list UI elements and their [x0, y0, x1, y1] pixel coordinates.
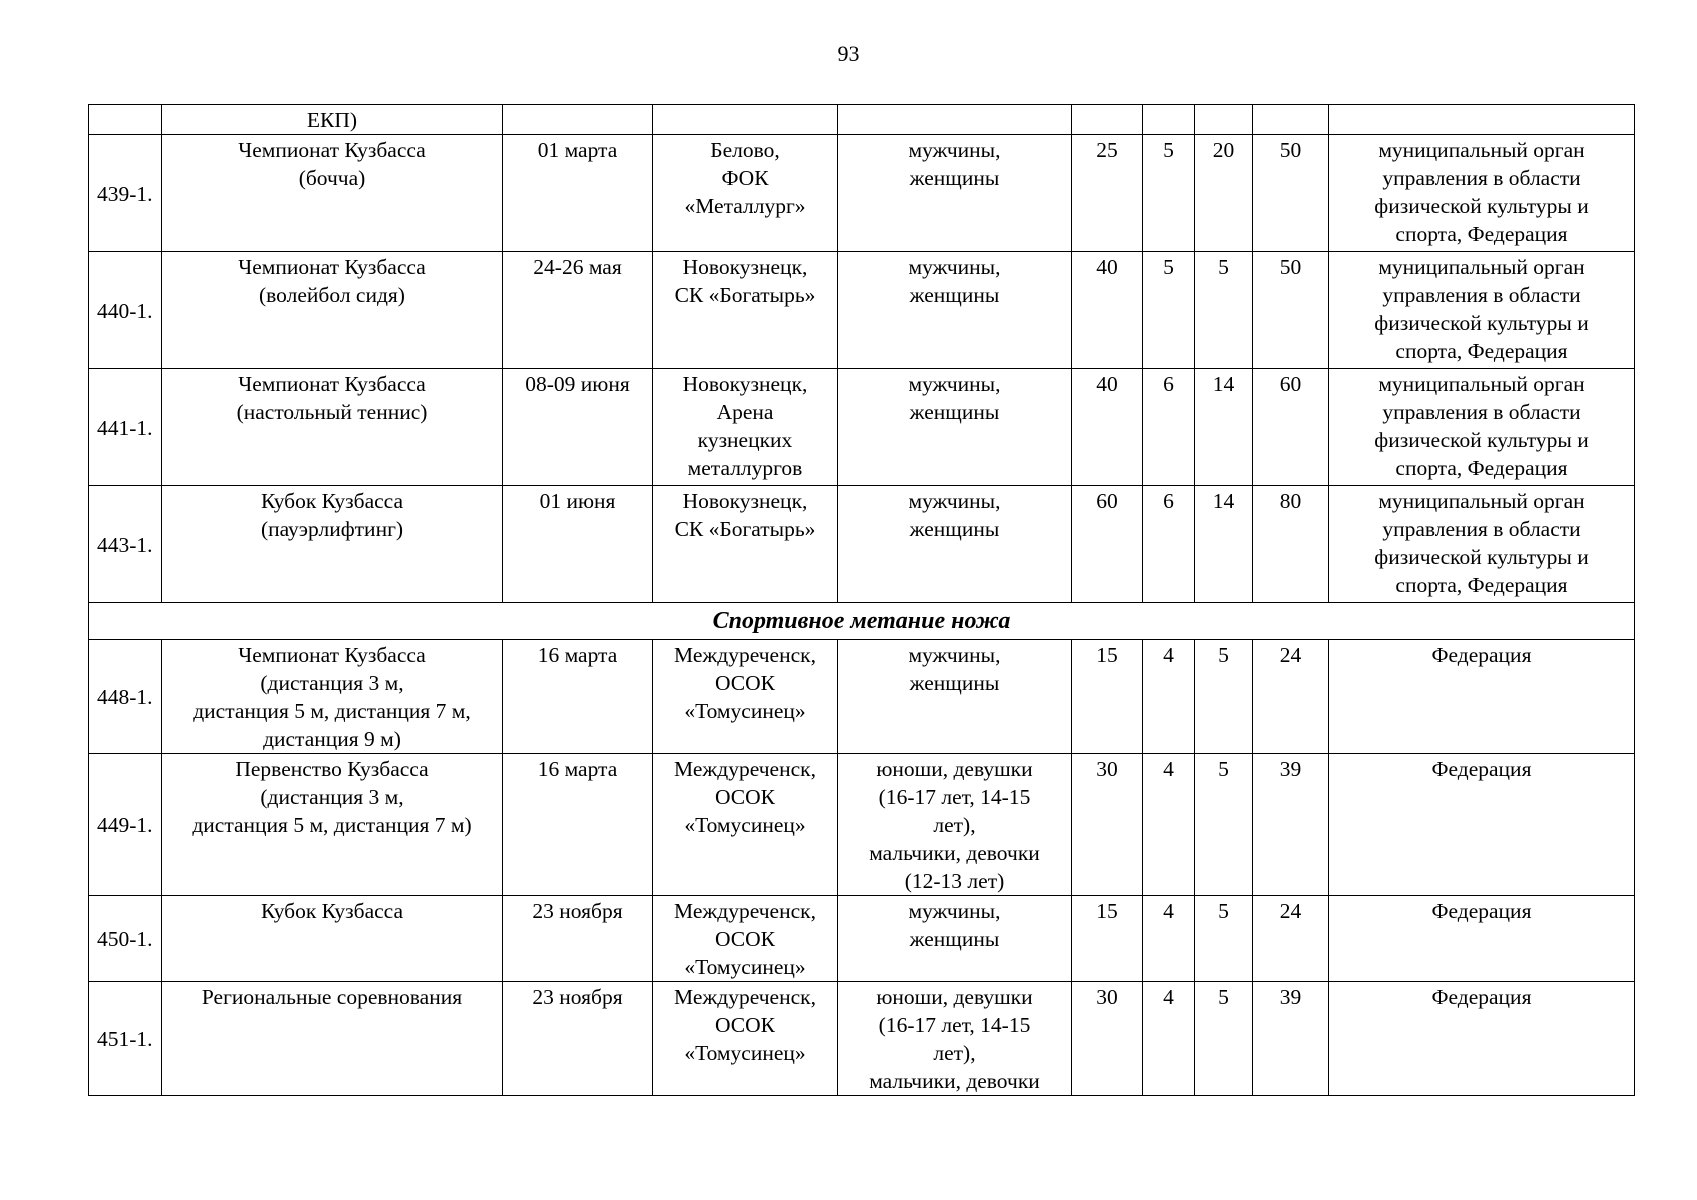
organizer-cell	[1329, 135, 1635, 252]
cell-line: Междуреченск,	[674, 757, 816, 781]
date-cell: 24-26 мая	[503, 252, 653, 369]
cell-line: управления в области	[1382, 166, 1581, 190]
cell-line: физической культуры и	[1374, 311, 1589, 335]
cell-line: «Томусинец»	[684, 813, 806, 837]
cell-line: Федерация	[1431, 643, 1532, 667]
cell-line: СК «Богатырь»	[674, 517, 816, 541]
event-name-cell	[162, 105, 503, 135]
venue-cell	[653, 369, 838, 486]
cell-line: (пауэрлифтинг)	[260, 517, 404, 541]
event-name-cell	[162, 896, 503, 982]
cell-line: женщины	[909, 517, 1000, 541]
count-cell-c4: 39	[1253, 754, 1329, 896]
cell-line: Междуреченск,	[674, 985, 816, 1009]
count-cell-c4: 24	[1253, 896, 1329, 982]
count-cell-c1	[1072, 105, 1143, 135]
cell-line: Междуреченск,	[674, 643, 816, 667]
count-cell-c2: 4	[1143, 982, 1195, 1096]
organizer-cell	[1329, 252, 1635, 369]
page-number: 93	[837, 41, 860, 66]
cell-line: женщины	[909, 671, 1000, 695]
count-cell-c2: 5	[1143, 135, 1195, 252]
cell-line: управления в области	[1382, 400, 1581, 424]
cell-line: юноши, девушки	[876, 757, 1033, 781]
date-cell: 16 марта	[503, 640, 653, 754]
section-header-row	[89, 603, 1635, 640]
count-cell-c4: 50	[1253, 252, 1329, 369]
event-name-cell	[162, 252, 503, 369]
cell-line: (волейбол сидя)	[259, 283, 405, 307]
count-cell-c1: 40	[1072, 369, 1143, 486]
cell-line: СК «Богатырь»	[674, 283, 816, 307]
count-cell-c2: 4	[1143, 896, 1195, 982]
cell-line: спорта, Федерация	[1395, 222, 1568, 246]
row-number-cell: 439-1.	[89, 135, 162, 252]
row-number-cell	[89, 105, 162, 135]
count-cell-c2: 6	[1143, 486, 1195, 603]
participants-cell	[838, 896, 1072, 982]
organizer-cell	[1329, 486, 1635, 603]
schedule-table-body	[89, 105, 1635, 1096]
venue-cell	[653, 486, 838, 603]
count-cell-c3: 14	[1195, 486, 1253, 603]
table-row	[89, 369, 1635, 486]
table-row	[89, 105, 1635, 135]
event-name-cell	[162, 754, 503, 896]
cell-line: спорта, Федерация	[1395, 573, 1568, 597]
cell-line: женщины	[909, 166, 1000, 190]
count-cell-c3: 5	[1195, 896, 1253, 982]
cell-line: дистанция 9 м)	[263, 727, 401, 751]
cell-line: мальчики, девочки	[869, 841, 1040, 865]
cell-line: мужчины,	[908, 643, 1001, 667]
date-cell: 23 ноября	[503, 982, 653, 1096]
cell-line: Кубок Кузбасса	[260, 899, 404, 923]
count-cell-c2: 4	[1143, 754, 1195, 896]
cell-line: физической культуры и	[1374, 545, 1589, 569]
cell-line: «Томусинец»	[684, 1041, 806, 1065]
cell-line: (16-17 лет, 14-15	[878, 785, 1031, 809]
cell-line: Чемпионат Кузбасса	[238, 643, 426, 667]
participants-cell	[838, 486, 1072, 603]
venue-cell	[653, 135, 838, 252]
cell-line: (дистанция 3 м,	[260, 671, 404, 695]
count-cell-c3: 5	[1195, 982, 1253, 1096]
date-cell	[503, 105, 653, 135]
cell-line: муниципальный орган	[1378, 255, 1585, 279]
cell-line: «Томусинец»	[684, 955, 806, 979]
count-cell-c3: 14	[1195, 369, 1253, 486]
cell-line: мальчики, девочки	[869, 1069, 1040, 1093]
count-cell-c1: 15	[1072, 896, 1143, 982]
cell-line: физической культуры и	[1374, 194, 1589, 218]
count-cell-c3: 5	[1195, 640, 1253, 754]
cell-line: (16-17 лет, 14-15	[878, 1013, 1031, 1037]
venue-cell	[653, 754, 838, 896]
count-cell-c1: 30	[1072, 754, 1143, 896]
event-name-cell	[162, 982, 503, 1096]
participants-cell	[838, 105, 1072, 135]
participants-cell	[838, 135, 1072, 252]
event-name-cell	[162, 640, 503, 754]
event-name-cell	[162, 135, 503, 252]
cell-line: (дистанция 3 м,	[260, 785, 404, 809]
cell-line: мужчины,	[908, 489, 1001, 513]
cell-line: мужчины,	[908, 899, 1001, 923]
cell-line: кузнецких	[697, 428, 793, 452]
count-cell-c4	[1253, 105, 1329, 135]
cell-line: юноши, девушки	[876, 985, 1033, 1009]
table-row	[89, 640, 1635, 754]
cell-line: (настольный теннис)	[236, 400, 428, 424]
table-row	[89, 896, 1635, 982]
cell-line: Федерация	[1431, 899, 1532, 923]
count-cell-c1: 25	[1072, 135, 1143, 252]
date-cell: 08-09 июня	[503, 369, 653, 486]
count-cell-c4: 24	[1253, 640, 1329, 754]
row-number-cell: 451-1.	[89, 982, 162, 1096]
organizer-cell	[1329, 982, 1635, 1096]
cell-line: ОСОК	[715, 1013, 775, 1037]
participants-cell	[838, 982, 1072, 1096]
cell-line: Новокузнецк,	[682, 489, 808, 513]
cell-line: физической культуры и	[1374, 428, 1589, 452]
organizer-cell	[1329, 754, 1635, 896]
organizer-cell	[1329, 640, 1635, 754]
cell-line: муниципальный орган	[1378, 372, 1585, 396]
cell-line: Междуреченск,	[674, 899, 816, 923]
count-cell-c3	[1195, 105, 1253, 135]
date-cell: 16 марта	[503, 754, 653, 896]
cell-line: Чемпионат Кузбасса	[238, 372, 426, 396]
cell-line: женщины	[909, 283, 1000, 307]
cell-line: управления в области	[1382, 517, 1581, 541]
participants-cell	[838, 252, 1072, 369]
venue-cell	[653, 105, 838, 135]
cell-line: Федерация	[1431, 757, 1532, 781]
event-name-cell	[162, 369, 503, 486]
count-cell-c4: 80	[1253, 486, 1329, 603]
count-cell-c2	[1143, 105, 1195, 135]
date-cell: 01 марта	[503, 135, 653, 252]
cell-line: мужчины,	[908, 255, 1001, 279]
count-cell-c4: 60	[1253, 369, 1329, 486]
count-cell-c3: 5	[1195, 754, 1253, 896]
event-name-cell	[162, 486, 503, 603]
organizer-cell	[1329, 105, 1635, 135]
cell-line: «Томусинец»	[684, 699, 806, 723]
cell-line: лет),	[933, 1041, 976, 1065]
cell-line: Чемпионат Кузбасса	[238, 138, 426, 162]
cell-line: управления в области	[1382, 283, 1581, 307]
cell-line: дистанция 5 м, дистанция 7 м)	[192, 813, 472, 837]
cell-line: Белово,	[710, 138, 780, 162]
cell-line: дистанция 5 м, дистанция 7 м,	[193, 699, 471, 723]
row-number-cell: 449-1.	[89, 754, 162, 896]
section-title: Спортивное метание ножа	[89, 603, 1635, 640]
cell-line: Чемпионат Кузбасса	[238, 255, 426, 279]
venue-cell	[653, 982, 838, 1096]
count-cell-c1: 30	[1072, 982, 1143, 1096]
cell-line: Арена	[716, 400, 774, 424]
organizer-cell	[1329, 369, 1635, 486]
row-number-cell: 441-1.	[89, 369, 162, 486]
schedule-table	[88, 104, 1635, 1096]
count-cell-c3: 5	[1195, 252, 1253, 369]
cell-line: металлургов	[687, 456, 803, 480]
cell-line: ОСОК	[715, 785, 775, 809]
participants-cell	[838, 754, 1072, 896]
table-row	[89, 982, 1635, 1096]
cell-line: женщины	[909, 400, 1000, 424]
cell-line: спорта, Федерация	[1395, 456, 1568, 480]
cell-line: ЕКП)	[306, 108, 358, 132]
venue-cell	[653, 896, 838, 982]
cell-line: муниципальный орган	[1378, 138, 1585, 162]
count-cell-c4: 39	[1253, 982, 1329, 1096]
row-number-cell: 448-1.	[89, 640, 162, 754]
cell-line: Региональные соревнования	[201, 985, 463, 1009]
participants-cell	[838, 640, 1072, 754]
cell-line: Первенство Кузбасса	[235, 757, 429, 781]
cell-line: (бочча)	[298, 166, 366, 190]
cell-line: мужчины,	[908, 372, 1001, 396]
count-cell-c2: 6	[1143, 369, 1195, 486]
venue-cell	[653, 640, 838, 754]
organizer-cell	[1329, 896, 1635, 982]
cell-line: мужчины,	[908, 138, 1001, 162]
cell-line: ФОК	[721, 166, 769, 190]
row-number-cell: 443-1.	[89, 486, 162, 603]
cell-line: женщины	[909, 927, 1000, 951]
table-row	[89, 754, 1635, 896]
count-cell-c1: 60	[1072, 486, 1143, 603]
count-cell-c1: 40	[1072, 252, 1143, 369]
date-cell: 01 июня	[503, 486, 653, 603]
count-cell-c2: 5	[1143, 252, 1195, 369]
cell-line: Кубок Кузбасса	[260, 489, 404, 513]
count-cell-c2: 4	[1143, 640, 1195, 754]
cell-line: ОСОК	[715, 927, 775, 951]
cell-line: Новокузнецк,	[682, 255, 808, 279]
cell-line: муниципальный орган	[1378, 489, 1585, 513]
cell-line: Федерация	[1431, 985, 1532, 1009]
cell-line: лет),	[933, 813, 976, 837]
count-cell-c3: 20	[1195, 135, 1253, 252]
venue-cell	[653, 252, 838, 369]
cell-line: ОСОК	[715, 671, 775, 695]
participants-cell	[838, 369, 1072, 486]
row-number-cell: 450-1.	[89, 896, 162, 982]
cell-line: (12-13 лет)	[904, 869, 1005, 893]
table-row	[89, 486, 1635, 603]
cell-line: спорта, Федерация	[1395, 339, 1568, 363]
count-cell-c4: 50	[1253, 135, 1329, 252]
date-cell: 23 ноября	[503, 896, 653, 982]
cell-line: Новокузнецк,	[682, 372, 808, 396]
row-number-cell: 440-1.	[89, 252, 162, 369]
cell-line: «Металлург»	[684, 194, 806, 218]
count-cell-c1: 15	[1072, 640, 1143, 754]
table-row	[89, 135, 1635, 252]
table-row	[89, 252, 1635, 369]
